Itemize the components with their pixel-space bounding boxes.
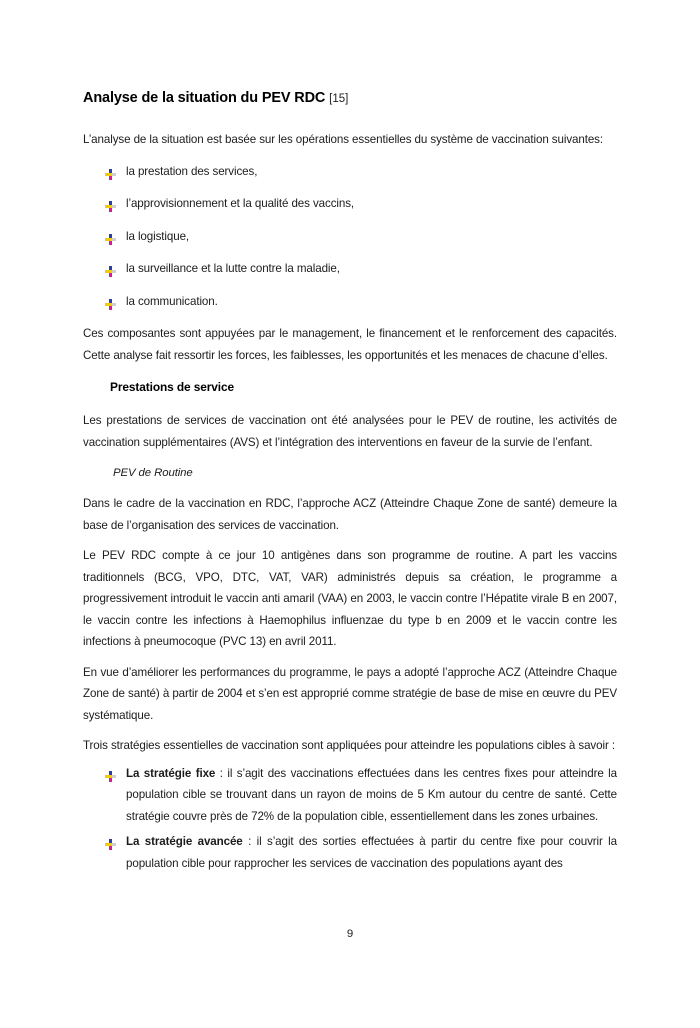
list-item: [83, 161, 617, 183]
pev-routine-paragraph-2: Le PEV RDC compte à ce jour 10 antigènes dans son programme de routine. A part les vaccins traditionnels (BCG, VPO, DTC, VAT, VAR) administrés depuis sa création, le programme a progressivement introduit le vaccin anti amaril (VAA) en 2003, le vaccin contre l’Hépatite virale B en 2007, le vaccin contre les infections à Haemophilus influenzae du type b en 2009 et le vaccin contre les infections à pneumocoque (PVC 13) en avril 2011.: [83, 549, 617, 649]
intro-closing-paragraph: Ces composantes sont appuyées par le management, le financement et le renforcement des capacités. Cette analyse fait ressortir les forces, les faiblesses, les opportunités et les menaces de chacune d’elles.: [83, 327, 617, 362]
list-item: [83, 831, 617, 874]
intro-bullet-list: [83, 161, 617, 313]
pev-routine-paragraph-1: Dans le cadre de la vaccination en RDC, l’approche ACZ (Atteindre Chaque Zone de santé) demeure la base de l’organisation des services de vaccination.: [83, 497, 617, 532]
cross-bullet-icon: [105, 198, 116, 209]
list-item-label: la logistique,: [126, 229, 190, 243]
page-title-text: Analyse de la situation du PEV RDC: [83, 90, 326, 106]
section-heading-prestations: Prestations de service: [110, 380, 235, 395]
cross-bullet-icon: [105, 836, 116, 847]
strategy-description: : il s’agit des sorties effectuées à partir du centre fixe pour couvrir la population cible pour rapprocher les services de vaccination des populations ayant des: [126, 835, 617, 870]
cross-bullet-icon: [105, 263, 116, 274]
page-title: [83, 90, 617, 107]
list-item-label: la communication.: [126, 294, 218, 308]
cross-bullet-icon: [105, 231, 116, 242]
pev-routine-paragraph-3: En vue d’améliorer les performances du programme, le pays a adopté l’approche ACZ (Atteindre Chaque Zone de santé) à partir de 2004 et s’en est approprié comme stratégie de base de mise en œuvre du PEV systématique.: [83, 665, 617, 722]
list-item: [83, 193, 617, 215]
strategy-label: La stratégie avancée: [126, 835, 243, 849]
strategies-bullet-list: [83, 763, 617, 875]
page-number: 9: [346, 928, 354, 940]
list-item: [83, 291, 617, 313]
list-item-label: l’approvisionnement et la qualité des vaccins,: [126, 197, 355, 211]
pev-routine-paragraph-4: Trois stratégies essentielles de vaccination sont appliquées pour atteindre les populations cibles à savoir :: [83, 739, 615, 753]
list-item: [83, 763, 617, 828]
page-content: [83, 90, 617, 878]
prestations-paragraph: Les prestations de services de vaccination ont été analysées pour le PEV de routine, les activités de vaccination supplémentaires (AVS) et l’intégration des interventions en faveur de la survie de l’enfant.: [83, 414, 617, 449]
cross-bullet-icon: [105, 296, 116, 307]
list-item-label: la surveillance et la lutte contre la maladie,: [126, 262, 340, 276]
strategy-description: : il s’agit des vaccinations effectuées dans les centres fixes pour atteindre la population cible se trouvant dans un rayon de moins de 5 Km autour du centre de santé. Cette stratégie couvre près de 72% de la population cible, essentiellement dans les zones urbaines.: [126, 766, 617, 823]
cross-bullet-icon: [105, 166, 116, 177]
cross-bullet-icon: [105, 768, 116, 779]
list-item: [83, 258, 617, 280]
strategy-label: La stratégie fixe: [126, 766, 216, 780]
list-item: [83, 226, 617, 248]
list-item-label: la prestation des services,: [126, 164, 258, 178]
section-heading-pev-routine: PEV de Routine: [113, 467, 193, 480]
title-citation-reference: [15]: [329, 93, 349, 105]
intro-lead-paragraph: L’analyse de la situation est basée sur les opérations essentielles du système de vaccination suivantes:: [83, 133, 604, 147]
